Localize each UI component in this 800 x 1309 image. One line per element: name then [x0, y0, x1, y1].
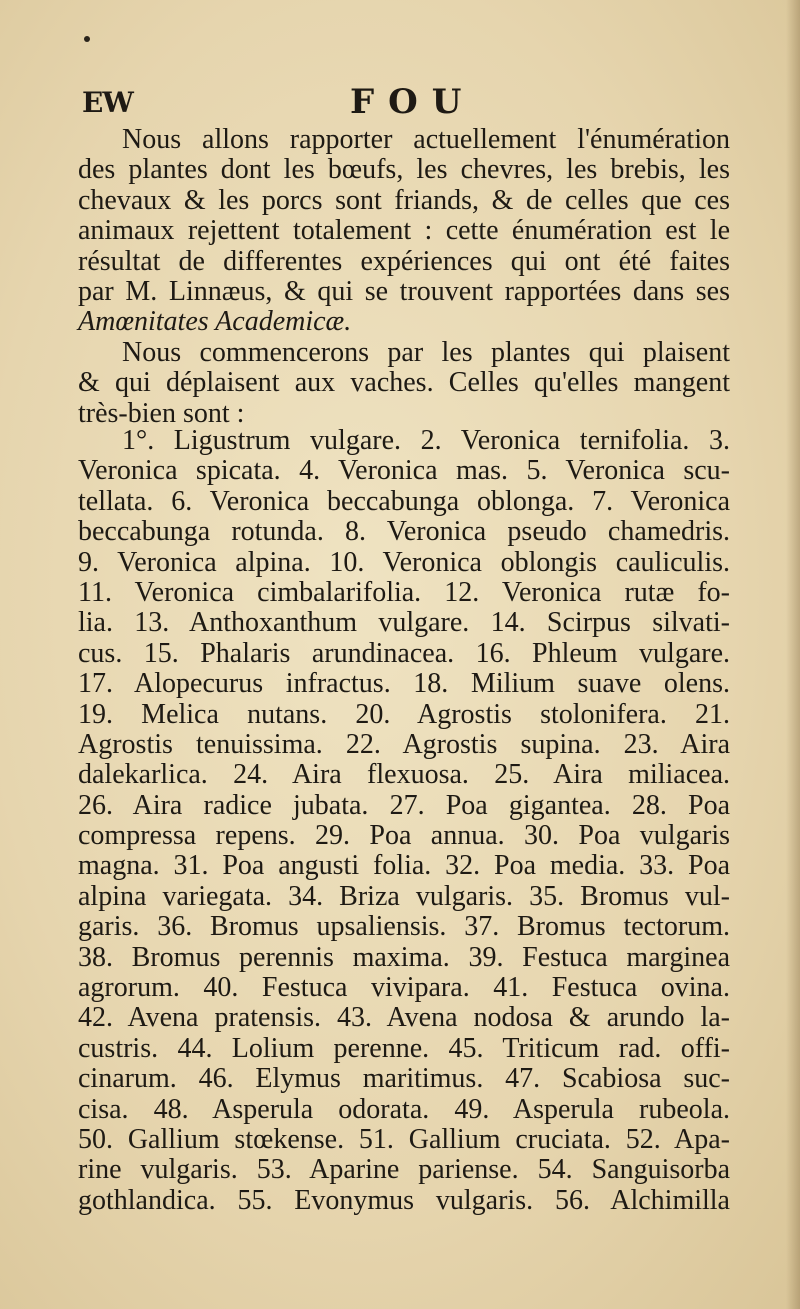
intro-line: Nous allons rapporter actuellement l'énumération — [122, 124, 730, 155]
intro-line: Nous commencerons par les plantes qui plaisent — [122, 336, 730, 368]
intro-line: résultat de differentes expériences qui ont été faites — [78, 245, 730, 277]
catalog-line: 1°. Ligustrum vulgare. 2. Veronica ternifolia. 3. — [122, 425, 730, 456]
running-header — [80, 82, 730, 122]
intro-line: & qui déplaisent aux vaches. Celles qu'elles mangent — [78, 367, 730, 399]
catalog-line: tellata. 6. Veronica beccabunga oblonga. 7. Veronica — [78, 485, 730, 517]
intro-line: chevaux & les porcs sont friands, & de celles que ces — [78, 184, 730, 216]
catalog-line: 42. Avena pratensis. 43. Avena nodosa & arundo la- — [78, 1002, 730, 1034]
catalog-line: 26. Aira radice jubata. 27. Poa gigantea. 28. Poa — [78, 789, 730, 821]
catalog-line: gothlandica. 55. Evonymus vulgaris. 56. Alchimilla — [78, 1184, 730, 1216]
intro-paragraphs — [78, 125, 730, 429]
catalog-line: rine vulgaris. 53. Aparine pariense. 54. Sanguisorba — [78, 1154, 730, 1186]
catalog-line: alpina variegata. 34. Briza vulgaris. 35. Bromus vul- — [78, 880, 730, 912]
catalog-line: compressa repens. 29. Poa annua. 30. Poa vulgaris — [78, 820, 730, 852]
catalog-line: cinarum. 46. Elymus maritimus. 47. Scabiosa suc- — [78, 1063, 730, 1095]
catalog-line: dalekarlica. 24. Aira flexuosa. 25. Aira miliacea. — [78, 759, 730, 791]
intro-line: des plantes dont les bœufs, les chevres, les brebis, les — [78, 154, 730, 186]
page-edge-shadow — [786, 0, 800, 1309]
catalog-line: cus. 15. Phalaris arundinacea. 16. Phleum vulgare. — [78, 637, 730, 669]
intro-line: animaux rejettent totalement : cette énumération est le — [78, 215, 730, 247]
catalog-line: beccabunga rotunda. 8. Veronica pseudo chamedris. — [78, 516, 730, 548]
intro-line: par M. Linnæus, & qui se trouvent rapportées dans ses — [78, 275, 730, 307]
intro-line: très-bien sont : — [78, 397, 245, 429]
catalog-line: agrorum. 40. Festuca vivipara. 41. Festuca ovina. — [78, 972, 730, 1004]
catalog-line: garis. 36. Bromus upsaliensis. 37. Bromus tectorum. — [78, 911, 730, 943]
catalog-line: magna. 31. Poa angusti folia. 32. Poa media. 33. Poa — [78, 850, 730, 882]
ink-dot-mark — [84, 36, 90, 42]
catalog-line: cisa. 48. Asperula odorata. 49. Asperula rubeola. — [78, 1093, 730, 1125]
catalog-line: 9. Veronica alpina. 10. Veronica oblongis cauliculis. — [78, 546, 730, 578]
header-title: FOU — [350, 82, 476, 122]
catalog-line: custris. 44. Lolium perenne. 45. Triticum rad. offi- — [78, 1032, 730, 1064]
catalog-line: 50. Gallium stœkense. 51. Gallium cruciata. 52. Apa- — [78, 1123, 730, 1155]
plant-catalog — [78, 426, 730, 1216]
catalog-line: 11. Veronica cimbalarifolia. 12. Veronica rutæ fo- — [78, 576, 730, 608]
catalog-line: Veronica spicata. 4. Veronica mas. 5. Veronica scu- — [78, 455, 730, 487]
catalog-line: 19. Melica nutans. 20. Agrostis stolonifera. 21. — [78, 698, 730, 730]
header-signature-code: EW — [82, 86, 133, 119]
catalog-line: Agrostis tenuissima. 22. Agrostis supina. 23. Aira — [78, 728, 730, 760]
catalog-line: 38. Bromus perennis maxima. 39. Festuca marginea — [78, 941, 730, 973]
catalog-line: 17. Alopecurus infractus. 18. Milium suave olens. — [78, 668, 730, 700]
catalog-line: lia. 13. Anthoxanthum vulgare. 14. Scirpus silvati- — [78, 607, 730, 639]
intro-line-book-title: Amœnitates Academicæ. — [78, 306, 352, 338]
